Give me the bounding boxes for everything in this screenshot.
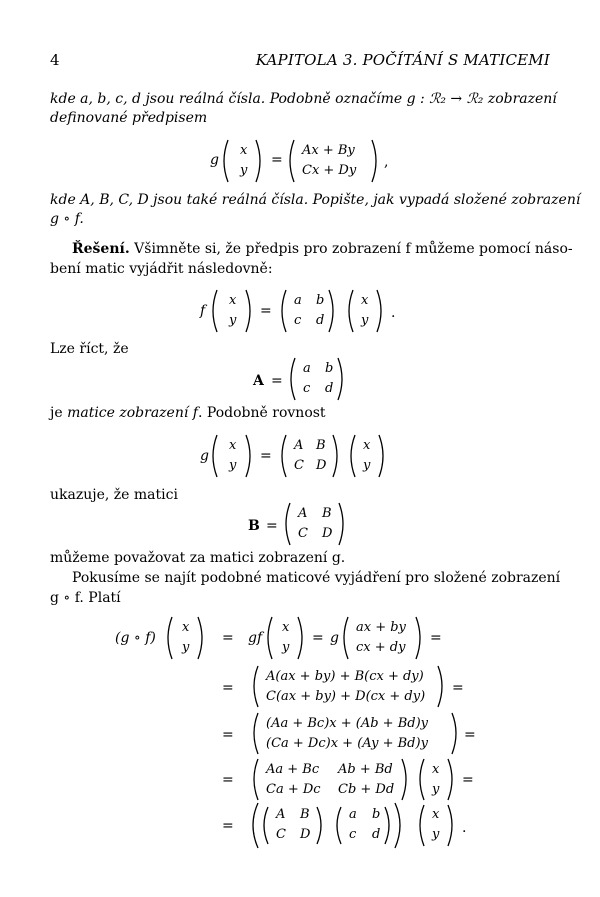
- math-symbol: y: [432, 782, 440, 797]
- page-number: 4: [50, 51, 60, 69]
- math-symbol: D: [316, 458, 327, 473]
- parenthesis: [282, 290, 286, 332]
- vec-entry: x: [240, 143, 248, 158]
- parenthesis: [385, 807, 389, 844]
- math-symbol: A: [298, 506, 308, 521]
- vec-entry: Ax + By: [302, 143, 355, 158]
- math-symbol: C: [276, 827, 286, 842]
- parenthesis: [198, 617, 202, 659]
- parenthesis: [448, 759, 452, 800]
- math-symbol: x: [229, 293, 237, 308]
- math-symbol: y: [229, 313, 237, 328]
- math-symbol: d: [372, 827, 381, 842]
- parenthesis: [254, 666, 258, 707]
- parenthesis: [317, 807, 321, 844]
- pokusime-line-1: Pokusíme se najít podobné maticové vyjádření pro složené zobrazení: [72, 570, 561, 586]
- math-symbol: ax + by: [356, 620, 406, 635]
- text-span: . Podobně rovnost: [197, 405, 326, 421]
- parenthesis: [379, 435, 383, 477]
- math-symbol: gf: [248, 630, 263, 646]
- math-symbol: D: [322, 526, 333, 541]
- muzeme-text: můžeme považovat za matici zobrazení g.: [50, 550, 346, 566]
- parenthesis: [329, 290, 333, 332]
- parenthesis: [298, 617, 302, 659]
- math-symbol: y: [229, 458, 237, 473]
- math-symbol: B: [248, 518, 260, 534]
- equals-sign: =: [271, 152, 283, 168]
- math-symbol: x: [432, 807, 440, 822]
- math-symbol: =: [222, 772, 234, 788]
- exercise-line-3: kde A, B, C, D jsou také reálná čísla. Popište, jak vypadá složené zobrazení: [50, 192, 581, 208]
- math-symbol: a: [349, 807, 357, 822]
- math-symbol: B: [300, 807, 310, 822]
- math-symbol: x: [182, 620, 190, 635]
- math-symbol: c: [303, 381, 311, 396]
- parenthesis: [168, 617, 172, 659]
- paren-right: [256, 140, 260, 182]
- math-symbol: D: [300, 827, 311, 842]
- pokusime-line-2: g ∘ f. Platí: [50, 590, 121, 606]
- math-symbol: b: [316, 293, 325, 308]
- equation-g-matrix: [195, 430, 415, 482]
- text-span: je: [50, 405, 68, 421]
- parenthesis: [246, 435, 250, 477]
- math-symbol: A: [253, 373, 264, 389]
- math-symbol: g: [200, 448, 209, 464]
- math-symbol: =: [464, 727, 476, 743]
- math-symbol: A: [276, 807, 286, 822]
- exercise-line-2: definované předpisem: [50, 110, 208, 126]
- parenthesis: [282, 435, 286, 477]
- math-symbol: C(ax + by) + D(cx + dy): [266, 689, 426, 704]
- math-symbol: cx + dy: [356, 640, 406, 655]
- trailing-punct: ,: [384, 154, 389, 170]
- parenthesis: [333, 435, 337, 477]
- derivation-row-1: [115, 617, 442, 659]
- fn-name: g: [210, 152, 219, 168]
- parenthesis: [213, 290, 217, 332]
- solution-intro-text: Všimněte si, že předpis pro zobrazení f můžeme pomocí náso-: [129, 241, 573, 257]
- derivation-row-5: [222, 803, 466, 848]
- parenthesis: [291, 358, 295, 400]
- lze-rict-text: Lze říct, že: [50, 341, 129, 357]
- derivation-row-2: [222, 666, 464, 707]
- math-symbol: d: [316, 313, 325, 328]
- math-symbol: A: [294, 438, 304, 453]
- math-symbol: =: [266, 518, 278, 534]
- math-symbol: =: [260, 448, 272, 464]
- math-symbol: f: [200, 303, 206, 319]
- parenthesis: [395, 803, 400, 848]
- math-symbol: g: [330, 630, 339, 646]
- math-symbol: =: [222, 680, 234, 696]
- math-symbol: a: [303, 361, 311, 376]
- paren-left: [290, 140, 294, 182]
- math-symbol: (Aa + Bc)x + (Ab + Bd)y: [266, 716, 428, 731]
- exercise-line-1: kde a, b, c, d jsou reálná čísla. Podobně označíme g : ℛ₂ → ℛ₂ zobrazení: [50, 91, 557, 107]
- paren-right: [372, 140, 376, 182]
- math-symbol: a: [294, 293, 302, 308]
- math-symbol: =: [271, 373, 283, 389]
- paren-left: [224, 140, 228, 182]
- math-symbol: B: [322, 506, 332, 521]
- parenthesis: [416, 617, 420, 659]
- ukazuje-text: ukazuje, že matici: [50, 487, 178, 503]
- math-symbol: x: [363, 438, 371, 453]
- parenthesis: [452, 713, 456, 754]
- derivation-row-3: [222, 713, 476, 754]
- parenthesis: [448, 805, 452, 846]
- parenthesis: [213, 435, 217, 477]
- composite-derivation: [100, 612, 500, 852]
- math-symbol: B: [316, 438, 326, 453]
- equation-A-matrix: [245, 353, 365, 405]
- math-symbol: b: [325, 361, 334, 376]
- math-symbol: y: [361, 313, 369, 328]
- math-symbol: =: [312, 630, 324, 646]
- math-symbol: y: [182, 640, 190, 655]
- parenthesis: [246, 290, 250, 332]
- math-symbol: Ab + Bd: [338, 762, 393, 777]
- parenthesis: [254, 759, 258, 800]
- parenthesis: [337, 807, 341, 844]
- math-symbol: .: [462, 820, 467, 836]
- running-title: KAPITOLA 3. POČÍTÁNÍ S MATICEMI: [255, 51, 550, 69]
- je-matice-text: [50, 405, 326, 421]
- math-symbol: x: [229, 438, 237, 453]
- solution-intro-line-2: bení matic vyjádřit následovně:: [50, 261, 273, 277]
- parenthesis: [339, 503, 343, 545]
- parenthesis: [254, 713, 258, 754]
- math-symbol: =: [222, 727, 234, 743]
- equation-g-definition: [200, 134, 420, 188]
- math-symbol: .: [391, 305, 396, 321]
- text-span: matice zobrazení f: [67, 405, 198, 421]
- parenthesis: [420, 759, 424, 800]
- math-symbol: (g ∘ f): [115, 630, 156, 646]
- parenthesis: [344, 617, 348, 659]
- math-symbol: y: [432, 827, 440, 842]
- equation-f-matrix: [195, 285, 415, 337]
- parenthesis: [338, 358, 342, 400]
- parenthesis: [402, 759, 406, 800]
- math-symbol: A(ax + by) + B(cx + dy): [266, 669, 424, 684]
- math-symbol: (Ca + Dc)x + (Ay + Bd)y: [266, 736, 428, 751]
- math-symbol: c: [294, 313, 302, 328]
- math-symbol: =: [222, 630, 234, 646]
- exercise-line-4: g ∘ f.: [50, 211, 84, 227]
- parenthesis: [420, 805, 424, 846]
- parenthesis: [286, 503, 290, 545]
- math-symbol: =: [462, 772, 474, 788]
- math-symbol: x: [432, 762, 440, 777]
- parenthesis: [253, 803, 258, 848]
- parenthesis: [264, 807, 268, 844]
- math-symbol: y: [282, 640, 290, 655]
- parenthesis: [351, 435, 355, 477]
- math-symbol: C: [298, 526, 308, 541]
- math-symbol: c: [349, 827, 357, 842]
- math-symbol: y: [363, 458, 371, 473]
- solution-intro-line-1: [72, 241, 573, 257]
- parenthesis: [377, 290, 381, 332]
- math-symbol: =: [430, 630, 442, 646]
- math-symbol: Aa + Bc: [266, 762, 320, 777]
- vec-entry: Cx + Dy: [302, 163, 357, 178]
- math-symbol: d: [325, 381, 334, 396]
- solution-label: Řešení.: [72, 241, 130, 257]
- equation-B-matrix: [240, 498, 370, 550]
- math-symbol: x: [361, 293, 369, 308]
- derivation-row-4: [222, 759, 474, 800]
- math-symbol: C: [294, 458, 304, 473]
- math-symbol: =: [260, 303, 272, 319]
- parenthesis: [268, 617, 272, 659]
- parenthesis: [438, 666, 442, 707]
- math-symbol: x: [282, 620, 290, 635]
- math-symbol: b: [372, 807, 381, 822]
- math-symbol: =: [222, 818, 234, 834]
- math-symbol: Cb + Dd: [338, 782, 395, 797]
- vec-entry: y: [240, 163, 248, 178]
- math-symbol: =: [452, 680, 464, 696]
- math-symbol: Ca + Dc: [266, 782, 321, 797]
- parenthesis: [349, 290, 353, 332]
